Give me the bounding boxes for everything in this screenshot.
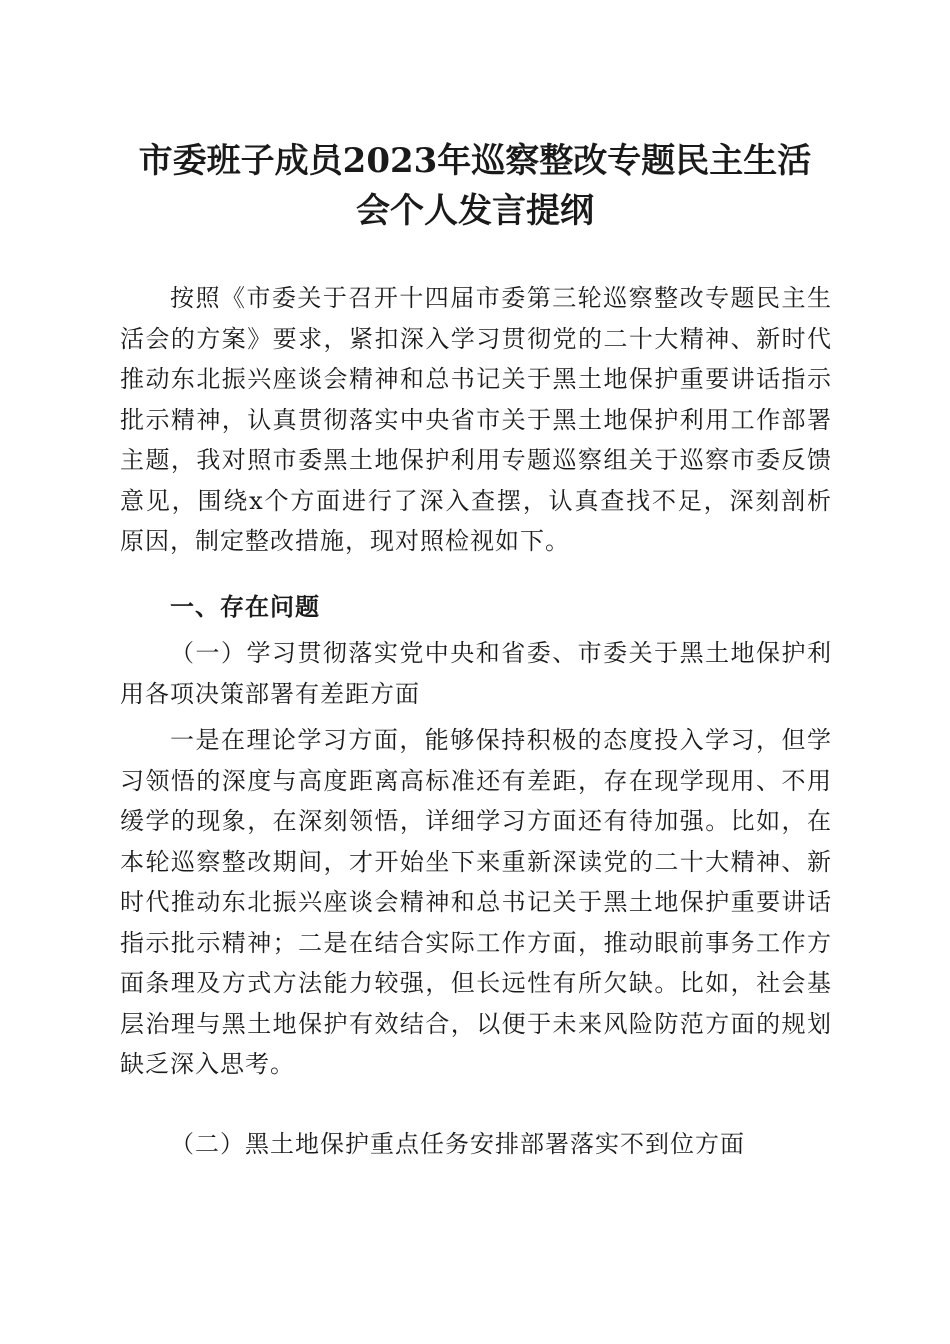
subsection-heading-1: （一）学习贯彻落实党中央和省委、市委关于黑土地保护利用各项决策部署有差距方面 [120, 639, 832, 708]
title-line-1: 市委班子成员2023年巡察整改专题民主生活 [138, 141, 812, 181]
subsection-heading-2: （二）黑土地保护重点任务安排部署落实不到位方面 [170, 1130, 745, 1158]
document-title [110, 136, 840, 236]
intro-paragraph: 按照《市委关于召开十四届市委第三轮巡察整改专题民主生活会的方案》要求，紧扣深入学习贯彻党的二十大精神、新时代推动东北振兴座谈会精神和总书记关于黑土地保护重要讲话指示批示精神，认真贯彻落实中央省市关于黑土地保护利用工作部署主题，我对照市委黑土地保护利用专题巡察组关于巡察市委反馈意见，围绕x个方面进行了深入查摆，认真查找不足，深刻剖析原因，制定整改措施，现对照检视如下。 [120, 284, 832, 555]
title-line-2: 会个人发言提纲 [356, 191, 594, 231]
section-heading-problems: 一、存在问题 [170, 593, 320, 621]
subsection-1-paragraph: 一是在理论学习方面，能够保持积极的态度投入学习，但学习领悟的深度与高度距离高标准还有差距，存在现学现用、不用缓学的现象，在深刻领悟，详细学习方面还有待加强。比如，在本轮巡察整改期间，才开始坐下来重新深读党的二十大精神、新时代推动东北振兴座谈会精神和总书记关于黑土地保护重要讲话指示批示精神；二是在结合实际工作方面，推动眼前事务工作方面条理及方式方法能力较强，但长远性有所欠缺。比如，社会基层治理与黑土地保护有效结合，以便于未来风险防范方面的规划缺乏深入思考。 [120, 726, 832, 1078]
